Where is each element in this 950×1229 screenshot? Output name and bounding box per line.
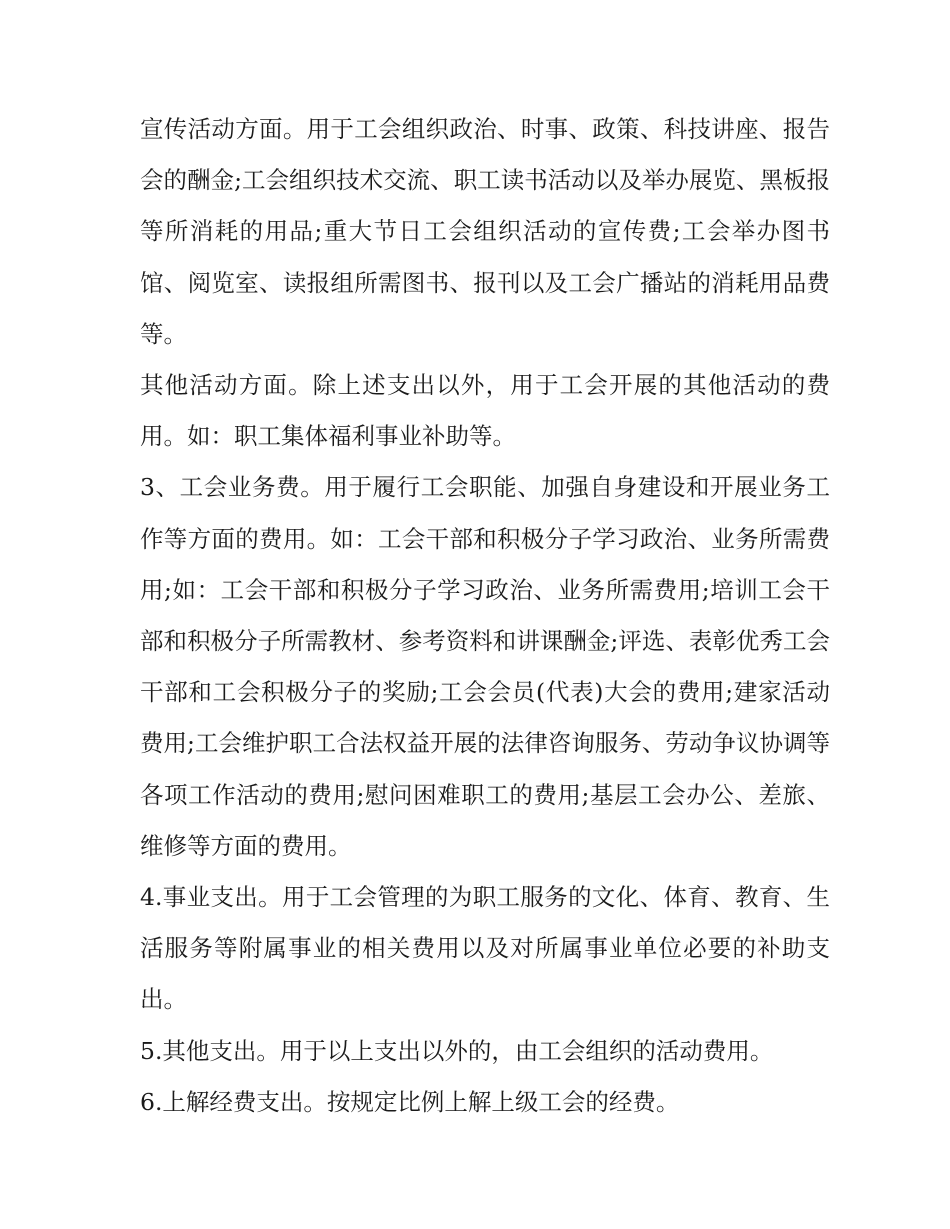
paragraph-other-expenses: 5.其他支出。用于以上支出以外的，由工会组织的活动费用。 [140,1036,774,1065]
paragraph-remitted-funds: 6.上解经费支出。按规定比例上解上级工会的经费。 [140,1087,680,1116]
paragraph-other-activities: 其他活动方面。除上述支出以外，用于工会开展的其他活动的费用。如：职工集体福利事业补助等。 [140,371,830,451]
document-body [140,104,830,1128]
paragraph-undertaking-expenses: 4.事业支出。用于工会管理的为职工服务的文化、体育、教育、生活服务等附属事业的相关费用以及对所属事业单位必要的补助支出。 [140,883,830,1014]
paragraph-publicity-activities: 宣传活动方面。用于工会组织政治、时事、政策、科技讲座、报告会的酬金;工会组织技术交流、职工读书活动以及举办展览、黑板报等所消耗的用品;重大节日工会组织活动的宣传费;工会举办图书馆、阅览室、读报组所需图书、报刊以及工会广播站的消耗用品费等。 [140,115,830,348]
paragraph-union-business-fees: 3、工会业务费。用于履行工会职能、加强自身建设和开展业务工作等方面的费用。如：工会干部和积极分子学习政治、业务所需费用;如：工会干部和积极分子学习政治、业务所需费用;培训工会干部和积极分子所需教材、参考资料和讲课酬金;评选、表彰优秀工会干部和工会积极分子的奖励;工会会员(代表)大会的费用;建家活动费用;工会维护职工合法权益开展的法律咨询服务、劳动争议协调等各项工作活动的费用;慰问困难职工的费用;基层工会办公、差旅、维修等方面的费用。 [140,473,830,860]
